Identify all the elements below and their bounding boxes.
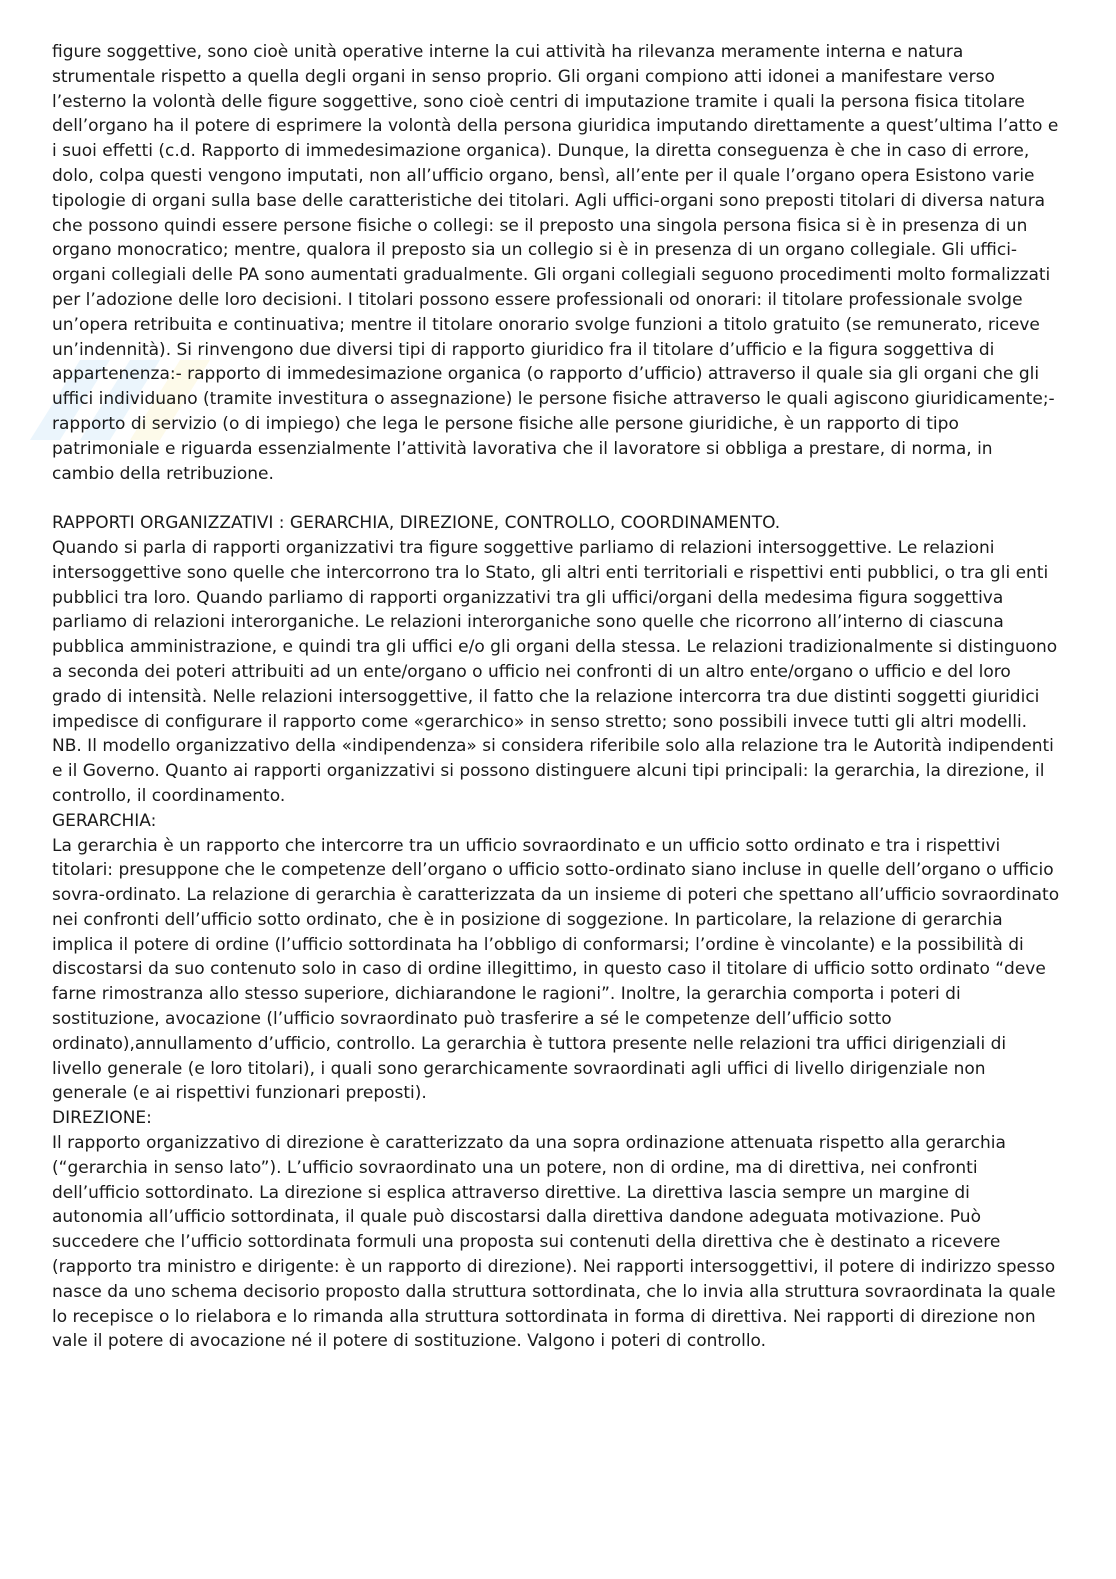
document-page <box>52 40 1060 1354</box>
paragraph-rapporti: Quando si parla di rapporti organizzativi tra figure soggettive parliamo di relazioni intersoggettive. Le relazioni intersoggettive sono quelle che intercorrono tra lo Stato, gli altri enti territoriali e rispettivi enti pubblici, o tra gli enti pubblici tra loro. Quando parliamo di rapporti organizzativi tra gli uffici/organi della medesima figura soggettiva parliamo di relazioni interorganiche. Le relazioni interorganiche sono quelle che ricorrono all’interno di ciascuna pubblica amministrazione, e quindi tra gli uffici e/o gli organi della stessa. Le relazioni tradizionalmente si distinguono a seconda dei poteri attribuiti ad un ente/organo o ufficio nei confronti di un altro ente/organo o ufficio e del loro grado di intensità. Nelle relazioni intersoggettive, il fatto che la relazione intercorra tra due distinti soggetti giuridici impedisce di configurare il rapporto come «gerarchico» in senso stretto; sono possibili invece tutti gli altri modelli. NB. Il modello organizzativo della «indipendenza» si considera riferibile solo alla relazione tra le Autorità indipendenti e il Governo. Quanto ai rapporti organizzativi si possono distinguere alcuni tipi principali: la gerarchia, la direzione, il controllo, il coordinamento. <box>52 537 1058 806</box>
paragraph-spacer <box>52 486 1060 511</box>
paragraph-intro: figure soggettive, sono cioè unità operative interne la cui attività ha rilevanza meramente interna e natura strumentale rispetto a quella degli organi in senso proprio. Gli organi compiono atti idonei a manifestare verso l’esterno la volontà delle figure soggettive, sono cioè centri di imputazione tramite i quali la persona fisica titolare dell’organo ha il potere di esprimere la volontà della persona giuridica imputando direttamente a quest’ultima l’atto e i suoi effetti (c.d. Rapporto di immedesimazione organica). Dunque, la diretta conseguenza è che in caso di errore, dolo, colpa questi vengono imputati, non all’ufficio organo, bensì, all’ente per il quale l’organo opera Esistono varie tipologie di organi sulla base delle caratteristiche dei titolari. Agli uffici-organi sono preposti titolari di diversa natura che possono quindi essere persone fisiche o collegi: se il preposto una singola persona fisica si è in presenza di un organo monocratico; mentre, qualora il preposto sia un collegio si è in presenza di un organo collegiale. Gli uffici-organi collegiali delle PA sono aumentati gradualmente. Gli organi collegiali seguono procedimenti molto formalizzati per l’adozione delle loro decisioni. I titolari possono essere professionali od onorari: il titolare professionale svolge un’opera retribuita e continuativa; mentre il titolare onorario svolge funzioni a titolo gratuito (se remunerato, riceve un’indennità). Si rinvengono due diversi tipi di rapporto giuridico fra il titolare d’ufficio e la figura soggettiva di appartenenza:- rapporto di immedesimazione organica (o rapporto d’ufficio) attraverso il quale sia gli organi che gli uffici individuano (tramite investitura o assegnazione) le persone fisiche attraverso le quali agiscono giuridicamente;- rapporto di servizio (o di impiego) che lega le persone fisiche alle persone giuridiche, è un rapporto di tipo patrimoniale e riguarda essenzialmente l’attività lavorativa che il lavoratore si obbliga a prestare, di norma, in cambio della retribuzione. <box>52 42 1059 484</box>
paragraph-gerarchia: La gerarchia è un rapporto che intercorre tra un ufficio sovraordinato e un ufficio sotto ordinato e tra i rispettivi titolari: presuppone che le competenze dell’organo o ufficio sotto-ordinato siano incluse in quelle dell’organo o ufficio sovra-ordinato. La relazione di gerarchia è caratterizzata da un insieme di poteri che spettano all’ufficio sovraordinato nei confronti dell’ufficio sotto ordinato, che è in posizione di soggezione. In particolare, la relazione di gerarchia implica il potere di ordine (l’ufficio sottordinata ha l’obbligo di conformarsi; l’ordine è vincolante) e la possibilità di discostarsi da suo contenuto solo in caso di ordine illegittimo, in questo caso il titolare di ufficio sotto ordinato “deve farne rimostranza allo stesso superiore, dichiarandone le ragioni”. Inoltre, la gerarchia comporta i poteri di sostituzione, avocazione (l’ufficio sovraordinato può trasferire a sé le competenze dell’ufficio sotto ordinato),annullamento d’ufficio, controllo. La gerarchia è tuttora presente nelle relazioni tra uffici dirigenziali di livello generale (e loro titolari), i quali sono gerarchicamente sovraordinati agli uffici di livello dirigenziale non generale (e ai rispettivi funzionari preposti). <box>52 835 1060 1104</box>
section-heading: RAPPORTI ORGANIZZATIVI : GERARCHIA, DIREZIONE, CONTROLLO, COORDINAMENTO. <box>52 513 781 534</box>
heading-gerarchia: GERARCHIA: <box>52 810 157 831</box>
heading-direzione: DIREZIONE: <box>52 1108 152 1129</box>
paragraph-direzione: Il rapporto organizzativo di direzione è caratterizzato da una sopra ordinazione attenuata rispetto alla gerarchia (“gerarchia in senso lato”). L’ufficio sovraordinato una un potere, non di ordine, ma di direttiva, nei confronti dell’ufficio sottordinato. La direzione si esplica attraverso direttive. La direttiva lascia sempre un margine di autonomia all’ufficio sottordinata, il quale può discostarsi dalla direttiva dandone adeguata motivazione. Può succedere che l’ufficio sottordinata formuli una proposta sui contenuti della direttiva che è destinato a ricevere (rapporto tra ministro e dirigente: è un rapporto di direzione). Nei rapporti intersoggettivi, il potere di indirizzo spesso nasce da uno schema decisorio proposto dalla struttura sottordinata, che lo invia alla struttura sovraordinata la quale lo recepisce o lo rielabora e lo rimanda alla struttura sottordinata in forma di direttiva. Nei rapporti di direzione non vale il potere di avocazione né il potere di sostituzione. Valgono i poteri di controllo. <box>52 1133 1056 1352</box>
